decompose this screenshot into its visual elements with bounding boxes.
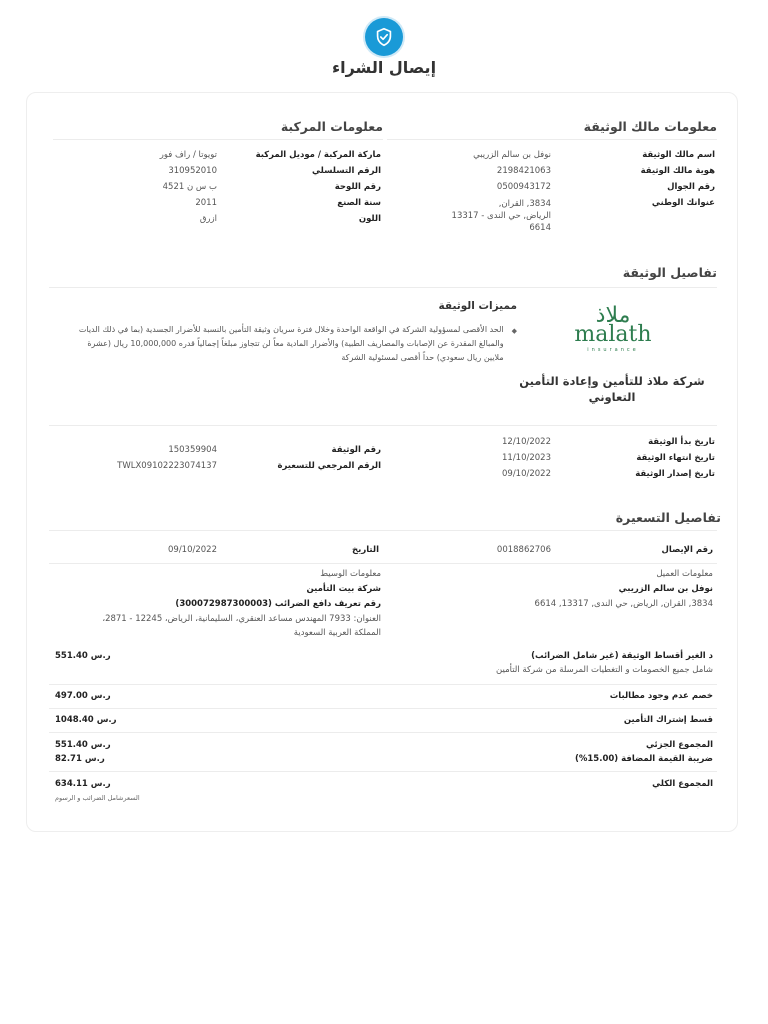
- broker-tax-id: رقم تعريف دافع الضرائب (300072987300003): [175, 599, 381, 609]
- owner-section-title: معلومات مالك الوثيقة: [583, 119, 717, 134]
- client-name: نوفل بن سالم الزريبي: [618, 584, 713, 594]
- vehicle-year-label: سنة الصنع: [337, 198, 381, 208]
- policy-ref-label: الرقم المرجعي للتسعيرة: [277, 461, 381, 471]
- owner-id-value: 2198421063: [496, 166, 551, 176]
- total-amount: 634.11 ر.س: [55, 779, 111, 789]
- policy-number-value: 150359904: [168, 445, 217, 455]
- receipt-divider: [49, 563, 717, 564]
- policy-number-label: رقم الوثيقة: [331, 445, 381, 455]
- installments-label: د الغير أقساط الوثيقة (غير شامل الضرائب): [531, 651, 713, 661]
- subtotal-label: المجموع الجزئي: [645, 740, 713, 750]
- policy-features-title: مميزات الوثيقة: [438, 300, 517, 312]
- subtotal-amount: 551.40 ر.س: [55, 740, 111, 750]
- broker-name: شركة بيت التأمين: [306, 584, 381, 594]
- policy-issue-label: تاريخ إصدار الوثيقة: [635, 469, 715, 479]
- premium-amount: 1048.40 ر.س: [55, 715, 117, 725]
- policy-start-value: 12/10/2022: [502, 437, 551, 447]
- receipt-card: [26, 92, 738, 832]
- receipt-date-value: 09/10/2022: [168, 545, 217, 555]
- vehicle-serial-label: الرقم التسلسلي: [312, 166, 381, 176]
- policy-end-value: 11/10/2023: [502, 453, 551, 463]
- page-title: إيصال الشراء: [331, 58, 437, 77]
- policy-dates-divider: [49, 425, 717, 426]
- policy-feature-item: ◆ الحد الأقصى لمسؤولية الشركة في الواقعة الواحدة وخلال فترة سريان وثيقة التأمين بالنسبة للأضرار الجسدية (بما في ذلك الديات والمبالغ المقدرة عن الإصابات والمصاريف الطبية) والأضرار المادية معاً لن تتجاوز مبلغاً إجمالياً قدره 10,000,000 ريال (عشرة ملايين ريال سعودي) حداً أقصى لمسئولية الشركة: [77, 323, 517, 365]
- owner-mobile-label: رقم الجوال: [667, 182, 715, 192]
- vehicle-make-value: تويوتا / راف فور: [159, 150, 217, 160]
- vehicle-plate-label: رقم اللوحة: [334, 182, 381, 192]
- owner-id-label: هوية مالك الوثيقة: [640, 166, 715, 176]
- owner-name-value: نوفل بن سالم الزريبي: [473, 150, 551, 160]
- installments-amount: 551.40 ر.س: [55, 651, 111, 661]
- premium-divider: [49, 732, 717, 733]
- vehicle-serial-value: 310952010: [168, 166, 217, 176]
- vat-amount: 82.71 ر.س: [55, 754, 105, 764]
- client-address: 3834, القران, الرياض, حي الندى, 13317, 6614: [534, 599, 713, 609]
- policy-issue-value: 09/10/2022: [502, 469, 551, 479]
- shield-check-icon: [365, 18, 403, 56]
- vehicle-make-label: ماركة المركبة / موديل المركبة: [255, 150, 381, 160]
- owner-address-label: عنوانك الوطني: [651, 198, 715, 208]
- total-note: السعرشامل الضرائب و الرسوم: [55, 794, 140, 802]
- no-claims-amount: 497.00 ر.س: [55, 691, 111, 701]
- vehicle-year-value: 2011: [195, 198, 217, 208]
- owner-divider: [387, 139, 717, 140]
- policy-ref-value: TWLX09102223074137: [117, 461, 217, 471]
- owner-mobile-value: 0500943172: [496, 182, 551, 192]
- no-claims-label: خصم عدم وجود مطالبات: [609, 691, 713, 701]
- broker-address-line1: العنوان: 7933 المهندس مساعد العنقري، السليمانية، الرياض، 12245 - 2871،: [102, 614, 381, 624]
- policy-end-label: تاريخ انتهاء الوثيقة: [636, 453, 715, 463]
- policy-section-title: تفاصيل الوثيقة: [622, 265, 717, 280]
- broker-info-label: معلومات الوسيط: [320, 569, 381, 579]
- client-info-label: معلومات العميل: [656, 569, 713, 579]
- bullet-icon: ◆: [511, 327, 517, 335]
- insurer-company-name: شركة ملاذ للتأمين وإعادة التأمين التعاوني: [519, 374, 705, 404]
- receipt-number-label: رقم الإيصال: [661, 545, 713, 555]
- insurer-logo: ملاذ malath insurance: [574, 303, 652, 353]
- vehicle-color-value: ازرق: [199, 214, 217, 224]
- receipt-date-label: التاريخ: [352, 545, 379, 555]
- vat-divider: [49, 771, 717, 772]
- policy-start-label: تاريخ بدأ الوثيقة: [648, 437, 715, 447]
- installments-divider: [49, 684, 717, 685]
- owner-address-value: 3834, القران, الرياض, حي الندى - 13317 6614: [451, 199, 551, 233]
- vat-label: ضريبة القيمة المضافة (15.00%): [574, 754, 713, 764]
- pricing-section-title: تفاصيل التسعيرة: [615, 510, 721, 525]
- policy-divider: [49, 287, 717, 288]
- owner-name-label: اسم مالك الوثيقة: [642, 150, 715, 160]
- receipt-number-value: 0018862706: [496, 545, 551, 555]
- vehicle-section-title: معلومات المركبة: [280, 119, 383, 134]
- pricing-divider: [49, 530, 717, 531]
- vehicle-divider: [53, 139, 383, 140]
- vehicle-plate-value: ب س ن 4521: [162, 182, 217, 192]
- broker-address-line2: المملكة العربية السعودية: [293, 628, 381, 638]
- total-label: المجموع الكلي: [652, 779, 713, 789]
- premium-label: قسط إشتراك التأمين: [623, 715, 713, 725]
- receipt-header: [0, 18, 768, 77]
- vehicle-color-label: اللون: [358, 214, 381, 224]
- installments-note: شامل جميع الخصومات و التغطيات المرسلة من شركة التأمين: [496, 665, 713, 675]
- no-claims-divider: [49, 708, 717, 709]
